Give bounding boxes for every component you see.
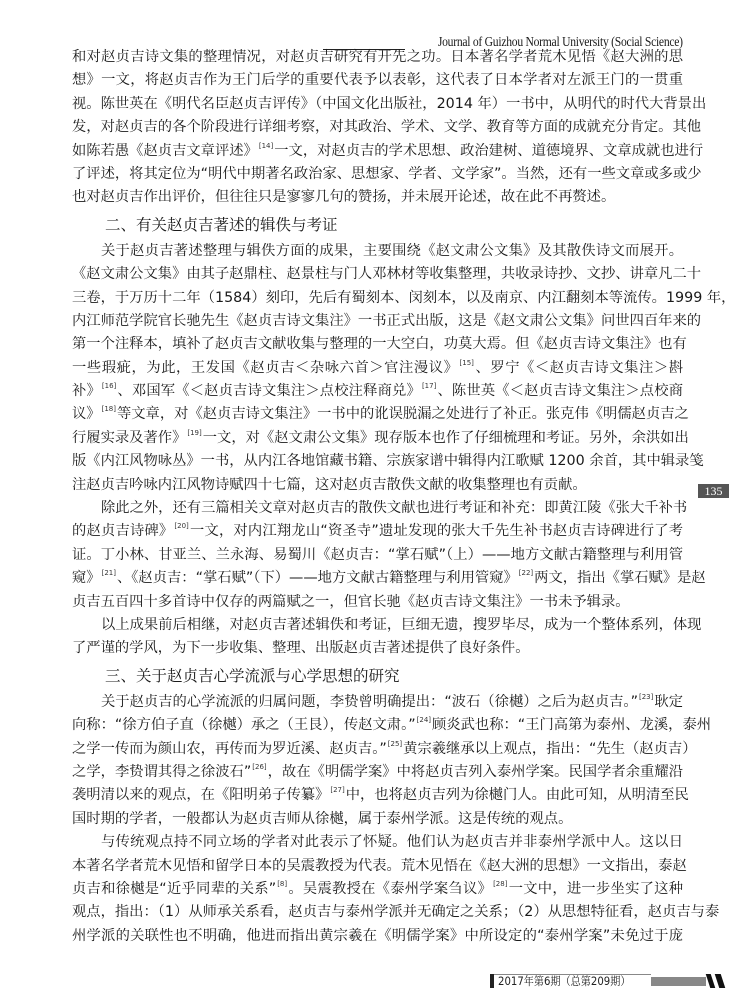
text-run: 向称：“徐方伯子直（徐樾）承之（王艮），传赵文肃。” — [72, 717, 416, 734]
text-run: 第一个注释本，填补了赵贞吉文献收集与整理的一大空白，功莫大焉。但《赵贞吉诗文集注》也有 — [72, 336, 687, 353]
text-run: 想》一文，将赵贞吉作为王门后学的重要代表予以表彰，这代表了日本学者对左派王门的一贯重 — [72, 72, 683, 89]
footer-issue-bar — [490, 974, 730, 988]
text-run: 耿定 — [654, 693, 683, 710]
text-run: 一文，对《赵文肃公文集》现存版本也作了仔细梳理和考证。另外，余洪如出 — [202, 429, 689, 446]
citation-ref: [16] — [101, 382, 117, 391]
text-run: ，故在《明儒学案》中将赵贞吉列入泰州学案。民国学者余重耀沿 — [267, 763, 684, 780]
citation-ref: [27] — [330, 786, 345, 795]
footer-left-bar — [490, 974, 494, 988]
section-heading: 二、有关赵贞吉著述的辑佚与考证 — [105, 215, 338, 234]
text-run: 关于赵贞吉著述整理与辑佚方面的成果，主要围绕《赵文肃公文集》及其散佚诗文而展开。 — [101, 242, 683, 259]
text-line — [72, 287, 736, 310]
text-run: 版《内江风物咏丛》一书，从内江各地馆藏书籍、宗族家谱中辑得内江歌赋 1200 余首，其中辑录笺 — [72, 453, 704, 470]
footer-slash-mark — [706, 974, 716, 988]
text-line — [72, 380, 683, 403]
text-line — [72, 163, 702, 186]
text-line — [72, 140, 704, 163]
citation-ref: [22] — [518, 569, 534, 578]
text-line — [72, 186, 683, 209]
text-run: 一文中，进一步坐实了这种 — [508, 880, 684, 897]
citation-ref: [15] — [459, 358, 474, 367]
text-line — [72, 93, 707, 116]
paragraph — [72, 614, 702, 661]
text-line — [72, 784, 689, 807]
text-run: 之学一传而为颜山农，再传而为罗近溪、赵贞吉。” — [72, 740, 387, 757]
text-line — [72, 691, 683, 714]
text-run: 窥》 — [72, 570, 101, 587]
footer-gray-bar — [651, 977, 706, 986]
text-run: 除此之外，还有三篇相关文章对赵贞吉的散佚文献也进行考证和补充：即黄江陵《张大千补书 — [101, 500, 688, 517]
text-run: 注赵贞吉吟咏内江风物诗赋四十七篇，这对赵贞吉散佚文献的收集整理也有贡献。 — [72, 476, 587, 493]
text-run: 等文章，对《赵贞吉诗文集注》一书中的讹误脱漏之处进行了补正。张克伟《明儒赵贞吉之 — [116, 406, 689, 423]
text-run: 视。陈世英在《明代名臣赵贞吉评传》（中国文化出版社，2014 年）一书中，从明代的时代大背景出 — [72, 95, 707, 112]
text-line — [72, 116, 702, 139]
text-run: 贞吉五百四十多首诗中仅存的两篇赋之一，但官长驰《赵贞吉诗文集注》一书未予辑录。 — [72, 593, 630, 610]
citation-ref: [25] — [387, 739, 403, 748]
text-run: 、陈世英《＜赵贞吉诗文集注＞点校商 — [437, 383, 684, 400]
citation-ref: [20] — [174, 522, 189, 531]
text-run: 了评述，将其定位为“明代中期著名政治家、思想家、学者、文学家”。当然，还有一些文章或多或少 — [72, 165, 702, 182]
text-line — [72, 263, 702, 286]
text-run: 两文，指出《掌石赋》是赵 — [534, 570, 706, 587]
text-run: 一些瑕疵，为此，王发国《赵贞吉＜杂咏六首＞官注漫议》 — [72, 359, 459, 376]
paragraph — [72, 497, 706, 614]
text-line — [72, 333, 687, 356]
text-run: 也对赵贞吉作出评价，但往往只是寥寥几句的赞扬，并未展开论述，故在此不再赘述。 — [72, 189, 616, 206]
citation-ref: [23] — [639, 692, 654, 701]
paragraph — [72, 691, 712, 831]
text-line — [72, 46, 683, 69]
text-line — [72, 878, 683, 901]
text-line — [72, 567, 706, 590]
citation-ref: [28] — [493, 879, 508, 888]
citation-ref: [24] — [416, 716, 432, 725]
text-run: 。吴震教授在《泰州学案刍议》 — [288, 880, 493, 897]
text-run: 和对赵贞吉诗文集的整理情况，对赵贞吉研究有开先之功。日本著名学者荒木见悟《赵大洲的思 — [72, 49, 683, 65]
paragraph — [72, 831, 720, 948]
citation-ref: [14] — [258, 141, 274, 150]
text-run: 证。丁小林、甘亚兰、兰永海、易蜀川《赵贞吉：“掌石赋”（上）——地方文献古籍整理与利用管 — [72, 546, 683, 563]
paragraph — [72, 46, 707, 210]
text-line — [72, 310, 702, 333]
text-run: 行履实录及著作》 — [72, 429, 187, 446]
page-number-tab: 135 — [698, 484, 729, 498]
text-line — [72, 738, 697, 761]
text-line — [72, 69, 683, 92]
text-line — [72, 761, 683, 784]
text-run: 关于赵贞吉的心学流派的归属问题，李贽曾明确提出：“波石（徐樾）之后为赵贞吉。” — [101, 693, 638, 710]
text-line — [72, 831, 683, 854]
text-line — [72, 403, 689, 426]
text-run: 《赵文肃公文集》由其子赵鼎柱、赵景柱与门人邓林材等收集整理，共收录诗抄、文抄、讲章凡二十 — [72, 266, 702, 283]
text-run: 了严谨的学风，为下一步收集、整理、出版赵贞吉著述提供了良好条件。 — [72, 640, 530, 657]
text-run: 与传统观点持不同立场的学者对此表示了怀疑。他们认为赵贞吉并非泰州学派中人。这以日 — [101, 834, 683, 851]
text-line — [72, 357, 683, 380]
text-run: 以上成果前后相继，对赵贞吉著述辑佚和考证，巨细无遗，搜罗毕尽，成为一个整体系列，体现 — [101, 616, 702, 633]
citation-ref: [19] — [187, 428, 202, 437]
citation-ref: [21] — [101, 569, 116, 578]
citation-ref: [26] — [252, 762, 267, 771]
text-run: 观点，指出：（1）从师承关系看，赵贞吉与泰州学派并无确定之关系；（2）从思想特征看，赵贞吉与泰 — [72, 904, 720, 921]
text-run: 议》 — [72, 406, 101, 423]
text-run: 、邓国军《＜赵贞吉诗文集注＞点校注释商兑》 — [117, 383, 421, 400]
text-run: 国时期的学者，一般都认为赵贞吉师从徐樾，属于泰州学派。这是传统的观点。 — [72, 810, 573, 827]
citation-ref: [18] — [101, 405, 116, 414]
citation-ref: [17] — [421, 382, 437, 391]
text-run: 的赵贞吉诗碑》 — [72, 523, 174, 540]
text-line — [72, 427, 689, 450]
text-line — [72, 925, 683, 948]
section-heading: 三、关于赵贞吉心学流派与心学思想的研究 — [105, 666, 400, 685]
text-run: 一文，对内江翔龙山“资圣寺”遗址发现的张大千先生补书赵贞吉诗碑进行了考 — [189, 523, 684, 540]
text-line — [72, 714, 712, 737]
text-run: 、《赵贞吉：“掌石赋”（下）——地方文献古籍整理与利用管窥》 — [116, 570, 518, 587]
text-run: 顾炎武也称：“王门高第为泰州、龙溪，泰州 — [432, 717, 712, 734]
text-line — [72, 497, 688, 520]
text-run: 之学，李贽谓其得之徐波石” — [72, 763, 252, 780]
journal-title: Journal of Guizhou Normal University (Social Science) — [438, 34, 683, 49]
text-run: 发，对赵贞吉的各个阶段进行详细考察，对其政治、学术、文学、教育等方面的成就充分肯定。其他 — [72, 119, 702, 136]
text-run: 一文，对赵贞吉的学术思想、政治建树、道德境界、文章成就也进行 — [274, 142, 704, 159]
text-run: 中，也将赵贞吉列为徐樾门人。由此可知，从明清至民 — [345, 787, 689, 804]
issue-label: 2017年第6期（总第209期） — [498, 974, 631, 988]
text-run: 、罗宁《＜赵贞吉诗文集注＞斟 — [474, 359, 684, 376]
text-run: 内江师范学院官长驰先生《赵贞吉诗文集注》一书正式出版，这是《赵文肃公文集》问世四百年来的 — [72, 312, 702, 329]
text-run: 贞吉和徐樾是“近乎同辈的关系” — [72, 880, 277, 897]
text-run: 袭明清以来的观点，在《阳明弟子传纂》 — [72, 787, 330, 804]
text-line — [72, 474, 683, 497]
text-line — [72, 637, 683, 660]
text-run: 州学派的关联性也不明确，他进而指出黄宗羲在《明儒学案》中所设定的“泰州学案”未免过于庞 — [72, 927, 683, 944]
text-line — [72, 240, 683, 263]
text-run: 如陈若愚《赵贞吉文章评述》 — [72, 142, 258, 159]
text-line — [72, 901, 720, 924]
text-run: 本著名学者荒木见悟和留学日本的吴震教授为代表。荒木见悟在《赵大洲的思想》一文指出，泰赵 — [72, 857, 687, 874]
text-line — [72, 544, 683, 567]
text-line — [72, 808, 683, 831]
citation-ref: [8] — [277, 879, 288, 888]
text-run: 补》 — [72, 383, 101, 400]
text-line — [72, 520, 683, 543]
text-line — [72, 855, 687, 878]
text-line — [72, 450, 704, 473]
text-line — [72, 591, 683, 614]
text-line — [72, 614, 702, 637]
footer-slash-mark — [715, 974, 726, 988]
text-run: 黄宗羲继承以上观点，指出：“先生（赵贞吉） — [403, 740, 697, 757]
text-run: 三卷，于万历十二年（1584）刻印，先后有蜀刻本、闵刻本，以及南京、内江翻刻本等流传。1999 年， — [72, 289, 736, 306]
